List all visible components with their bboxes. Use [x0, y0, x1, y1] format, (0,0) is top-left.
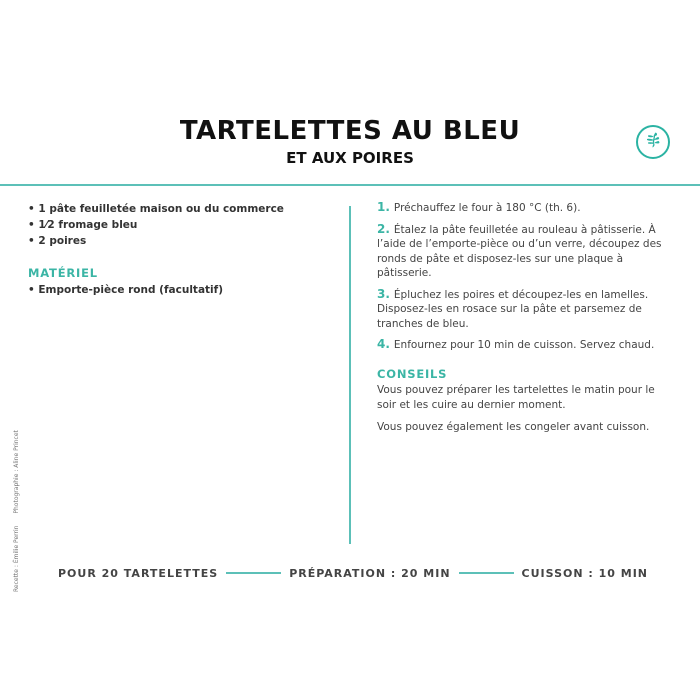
materiel-list — [28, 282, 328, 298]
conseils-heading: CONSEILS — [377, 366, 448, 381]
step-4 — [377, 337, 667, 353]
recipe-info-bar — [58, 565, 648, 581]
ingredient-item: • 1 pâte feuilletée maison ou du commerce — [28, 201, 328, 217]
ingredients-column — [28, 201, 328, 298]
credits — [13, 420, 20, 592]
step-2 — [377, 222, 667, 281]
step-3 — [377, 287, 667, 332]
step-1 — [377, 200, 667, 216]
leaf-icon — [643, 130, 663, 154]
step-text: Préchauffez le four à 180 °C (th. 6). — [393, 202, 581, 214]
ingredient-item: • 1⁄2 fromage bleu — [28, 217, 328, 233]
step-text: Étalez la pâte feuilletée au rouleau à pâtisserie. À l’aide de l’emporte-pièce ou d’un verre, découpez des ronds de pâte et disposez-les sur une plaque à pâtisserie. — [377, 223, 662, 279]
step-number: 3. — [377, 286, 390, 301]
step-number: 4. — [377, 337, 390, 351]
recipe-subtitle: ET AUX POIRES — [286, 149, 414, 167]
step-number: 2. — [377, 221, 390, 236]
tip-item: Vous pouvez préparer les tartelettes le matin pour le soir et les cuire au dernier moment. — [377, 384, 655, 411]
servings: POUR 20 TARTELETTES — [58, 566, 219, 580]
header-divider — [0, 184, 700, 186]
footer-divider — [226, 572, 281, 574]
ingredients-list — [28, 201, 328, 249]
recipe-title: TARTELETTES AU BLEU — [179, 116, 521, 146]
ingredient-item: • 2 poires — [28, 233, 328, 249]
materiel-heading: MATÉRIEL — [28, 266, 98, 280]
footer-divider — [459, 572, 514, 574]
preparation-time: PRÉPARATION : 20 MIN — [289, 566, 451, 580]
instructions-column — [377, 200, 667, 443]
tip-item: Vous pouvez également les congeler avant cuisson. — [377, 421, 650, 433]
photo-credit: Photographie : Aline Princet — [13, 430, 20, 514]
step-number: 1. — [377, 200, 390, 214]
step-text: Épluchez les poires et découpez-les en lamelles. Disposez-les en rosace sur la pâte et parsemez de tranches de bleu. — [377, 288, 649, 330]
recipe-credit: Recette : Émilie Perrin — [13, 525, 20, 592]
materiel-item: • Emporte-pièce rond (facultatif) — [28, 282, 328, 298]
column-divider — [349, 206, 351, 544]
step-text: Enfournez pour 10 min de cuisson. Servez chaud. — [393, 339, 655, 351]
brand-logo — [636, 125, 670, 159]
cooking-time: CUISSON : 10 MIN — [521, 566, 648, 580]
